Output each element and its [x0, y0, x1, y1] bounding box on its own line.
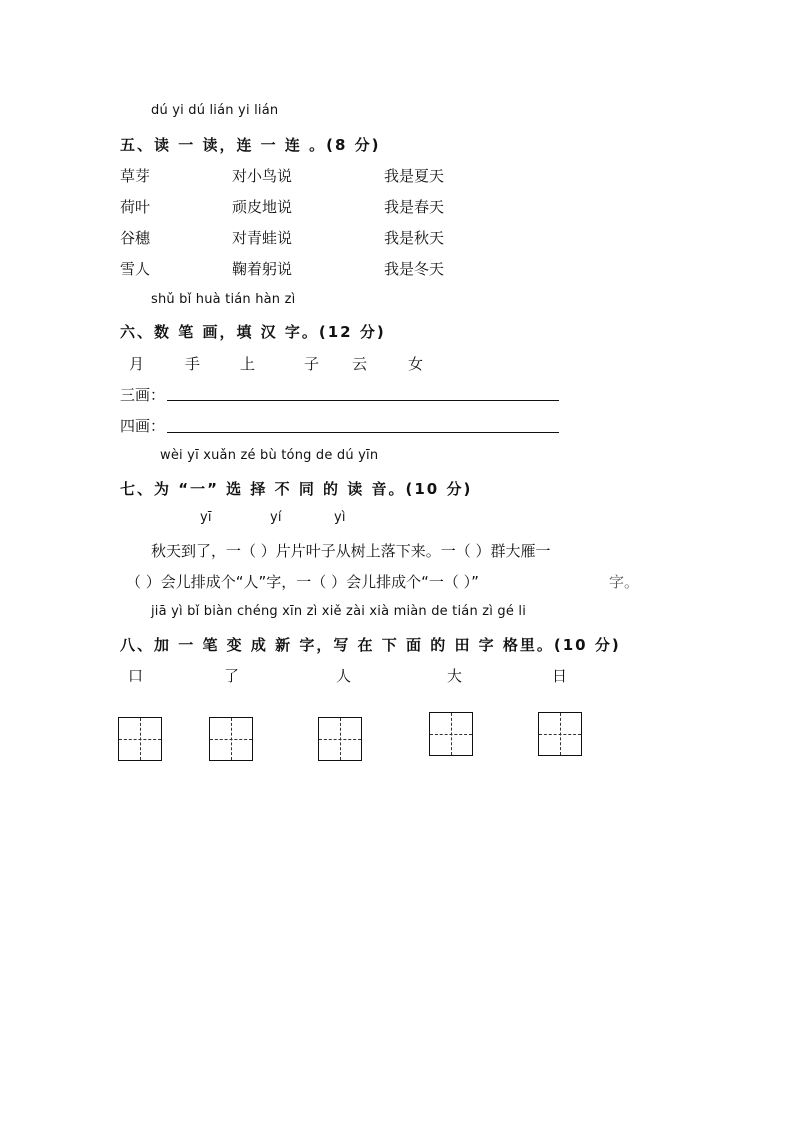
section6-char: 子 — [304, 355, 320, 373]
tianzige-box[interactable] — [538, 712, 582, 756]
section7-sentence-line1: 秋天到了，一（ ）片片叶子从树上落下来。一（ ）群大雁一 — [151, 542, 551, 560]
section5-col3-item: 我是春天 — [384, 198, 445, 216]
four-strokes-label: 四画： — [120, 417, 166, 435]
section8-char: 口 — [128, 667, 144, 685]
section5-col2-item: 鞠着躬说 — [232, 260, 293, 278]
section6-heading: 六、数 笔 画，填 汉 字。(12 分) — [120, 323, 386, 341]
section7-sentence-line2-end: 字。 — [609, 573, 640, 591]
section5-col1-item: 谷穗 — [120, 229, 151, 247]
section7-pinyin: wèi yī xuǎn zé bù tóng de dú yīn — [160, 448, 379, 463]
section8-char: 大 — [447, 667, 463, 685]
section6-char: 女 — [408, 355, 424, 373]
four-strokes-answer-line[interactable] — [167, 432, 559, 433]
section5-col2-item: 对青蛙说 — [232, 229, 293, 247]
tone-option: yí — [270, 510, 282, 525]
section7-heading: 七、为 “一” 选 择 不 同 的 读 音。(10 分) — [120, 480, 473, 498]
section8-char: 人 — [336, 667, 352, 685]
tianzige-box[interactable] — [429, 712, 473, 756]
tianzige-box[interactable] — [318, 717, 362, 761]
tianzige-box[interactable] — [118, 717, 162, 761]
section5-col1-item: 雪人 — [120, 260, 151, 278]
section6-char: 手 — [185, 355, 201, 373]
section5-pinyin: dú yi dú lián yi lián — [151, 103, 279, 118]
section5-col1-item: 荷叶 — [120, 198, 151, 216]
section7-sentence-line2: （ ）会儿排成个“人”字，一（ ）会儿排成个“一（ ）” — [126, 573, 479, 591]
section5-col3-item: 我是冬天 — [384, 260, 445, 278]
section8-char: 了 — [224, 667, 240, 685]
tianzige-box[interactable] — [209, 717, 253, 761]
section5-col3-item: 我是秋天 — [384, 229, 445, 247]
section6-char: 云 — [352, 355, 368, 373]
section5-col3-item: 我是夏天 — [384, 167, 445, 185]
section6-pinyin: shǔ bǐ huà tián hàn zì — [151, 292, 296, 307]
section8-pinyin: jiā yì bǐ biàn chéng xīn zì xiě zài xià miàn de tián zì gé li — [151, 604, 527, 619]
section5-col2-item: 顽皮地说 — [232, 198, 293, 216]
section8-char: 日 — [552, 667, 568, 685]
tone-option: yì — [334, 510, 346, 525]
three-strokes-label: 三画： — [120, 386, 166, 404]
three-strokes-answer-line[interactable] — [167, 400, 559, 401]
section6-char: 月 — [129, 355, 145, 373]
section5-col2-item: 对小鸟说 — [232, 167, 293, 185]
section5-heading: 五、读 一 读，连 一 连 。(8 分) — [120, 136, 381, 154]
section8-heading: 八、加 一 笔 变 成 新 字，写 在 下 面 的 田 字 格里。(10 分) — [120, 636, 621, 654]
section6-char: 上 — [240, 355, 256, 373]
section5-col1-item: 草芽 — [120, 167, 151, 185]
tone-option: yī — [200, 510, 212, 525]
